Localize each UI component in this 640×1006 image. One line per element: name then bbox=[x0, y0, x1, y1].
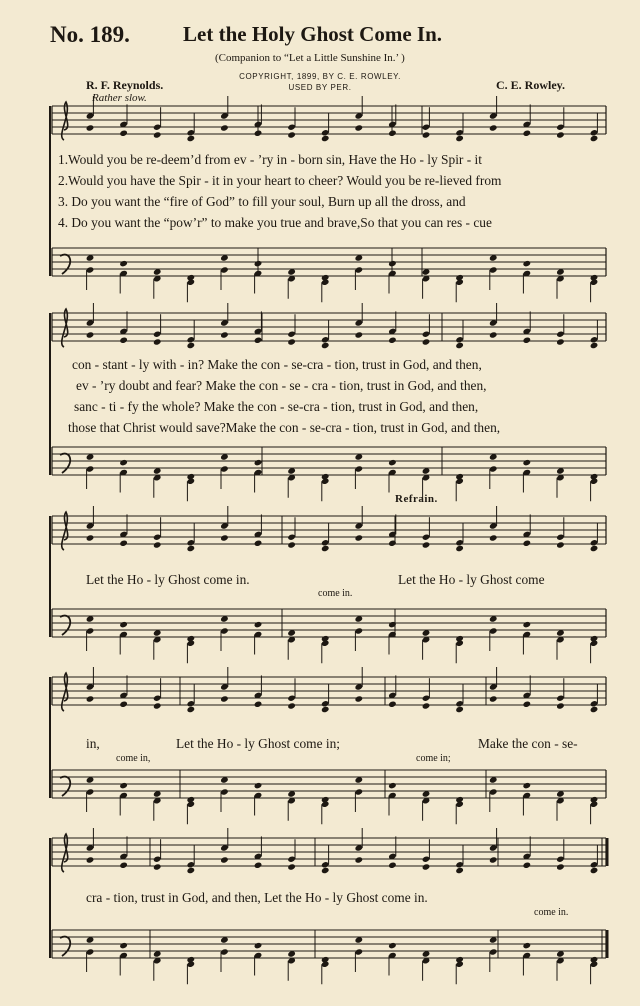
note-head bbox=[119, 540, 128, 547]
note-head bbox=[455, 867, 464, 874]
note-head bbox=[422, 863, 431, 870]
note-head bbox=[321, 706, 330, 713]
note-head bbox=[119, 260, 128, 267]
note-head bbox=[153, 863, 162, 870]
note-head bbox=[523, 130, 532, 137]
note-head bbox=[287, 131, 296, 138]
hymn-title: Let the Holy Ghost Come In. bbox=[183, 22, 442, 46]
note-head bbox=[220, 124, 229, 131]
note-head bbox=[523, 540, 532, 547]
note-head bbox=[455, 706, 464, 713]
composer: C. E. Rowley. bbox=[496, 78, 565, 92]
note-head bbox=[590, 545, 599, 552]
verse-1-line-b: con - stant - ly with - in? Make the con - se-cra - tion, trust in God, and then, bbox=[72, 357, 482, 372]
note-head bbox=[86, 534, 95, 541]
note-head bbox=[422, 338, 431, 345]
bass-echo: come in, bbox=[116, 753, 151, 764]
note-head bbox=[287, 541, 296, 548]
note-head bbox=[388, 459, 397, 466]
note-head bbox=[287, 863, 296, 870]
note-head bbox=[455, 342, 464, 349]
note-head bbox=[523, 862, 532, 869]
note-head bbox=[287, 702, 296, 709]
hymn-subtitle: (Companion to “Let a Little Sunshine In.’ ) bbox=[215, 52, 405, 64]
note-head bbox=[556, 338, 565, 345]
copyright-line: COPYRIGHT, 1899, BY C. E. ROWLEY. bbox=[239, 72, 401, 81]
note-head bbox=[321, 135, 330, 142]
note-head bbox=[220, 695, 229, 702]
note-head bbox=[388, 782, 397, 789]
note-head bbox=[355, 695, 364, 702]
note-head bbox=[119, 337, 128, 344]
note-head bbox=[590, 867, 599, 874]
note-head bbox=[388, 701, 397, 708]
note-head bbox=[220, 856, 229, 863]
bass-clef bbox=[60, 454, 70, 473]
note-head bbox=[355, 124, 364, 131]
note-head bbox=[556, 702, 565, 709]
note-head bbox=[254, 130, 263, 137]
note-head bbox=[355, 331, 364, 338]
note-head bbox=[187, 545, 196, 552]
note-head bbox=[422, 131, 431, 138]
note-head bbox=[556, 131, 565, 138]
note-head bbox=[321, 545, 330, 552]
note-head bbox=[455, 545, 464, 552]
verse-3-line-b: sanc - ti - fy the whole? Make the con - se-cra - tion, trust in God, and then, bbox=[74, 399, 479, 414]
note-head bbox=[86, 331, 95, 338]
note-head bbox=[590, 706, 599, 713]
note-head bbox=[86, 856, 95, 863]
note-head bbox=[119, 459, 128, 466]
refrain-lyric-2b: Let the Ho - ly Ghost come in; bbox=[176, 736, 341, 751]
note-head bbox=[321, 342, 330, 349]
note-head bbox=[355, 534, 364, 541]
note-head bbox=[422, 702, 431, 709]
note-head bbox=[187, 867, 196, 874]
note-head bbox=[187, 342, 196, 349]
note-head bbox=[119, 621, 128, 628]
bass-clef bbox=[60, 777, 70, 796]
note-head bbox=[254, 782, 263, 789]
hymn-number: No. 189. bbox=[50, 22, 130, 47]
note-head bbox=[590, 342, 599, 349]
note-head bbox=[388, 260, 397, 267]
note-head bbox=[523, 260, 532, 267]
note-head bbox=[254, 459, 263, 466]
note-head bbox=[254, 862, 263, 869]
note-head bbox=[254, 701, 263, 708]
bass-clef bbox=[60, 937, 70, 956]
note-head bbox=[254, 337, 263, 344]
note-head bbox=[119, 942, 128, 949]
note-head bbox=[590, 135, 599, 142]
bass-echo: come in. bbox=[318, 588, 353, 599]
tempo-marking: Rather slow. bbox=[92, 92, 147, 104]
bass-echo: come in; bbox=[416, 753, 451, 764]
note-head bbox=[86, 124, 95, 131]
note-head bbox=[388, 862, 397, 869]
lyricist: R. F. Reynolds. bbox=[86, 78, 164, 92]
note-head bbox=[455, 135, 464, 142]
note-head bbox=[119, 782, 128, 789]
note-head bbox=[153, 702, 162, 709]
note-head bbox=[187, 135, 196, 142]
note-head bbox=[355, 856, 364, 863]
note-head bbox=[422, 541, 431, 548]
note-head bbox=[254, 942, 263, 949]
note-head bbox=[489, 856, 498, 863]
note-head bbox=[388, 130, 397, 137]
refrain-lyric-2c: Make the con - se- bbox=[478, 736, 578, 751]
note-head bbox=[187, 706, 196, 713]
note-head bbox=[523, 337, 532, 344]
refrain-lyric-1a: Let the Ho - ly Ghost come in. bbox=[86, 572, 250, 587]
note-head bbox=[220, 331, 229, 338]
note-head bbox=[388, 337, 397, 344]
note-head bbox=[489, 331, 498, 338]
note-head bbox=[523, 942, 532, 949]
bass-clef bbox=[60, 616, 70, 635]
bass-echo: come in. bbox=[534, 907, 569, 918]
note-head bbox=[153, 131, 162, 138]
refrain-lyric-2a: in, bbox=[86, 736, 100, 751]
note-head bbox=[523, 621, 532, 628]
note-head bbox=[489, 695, 498, 702]
note-head bbox=[556, 541, 565, 548]
verse-1-line-a: 1.Would you be re-deem’d from ev - ’ry in - born sin, Have the Ho - ly Spir - it bbox=[58, 152, 482, 167]
note-head bbox=[119, 130, 128, 137]
note-head bbox=[220, 534, 229, 541]
note-head bbox=[153, 541, 162, 548]
verse-2-line-b: ev - ’ry doubt and fear? Make the con - se - cra - tion, trust in God, and then, bbox=[76, 378, 487, 393]
note-head bbox=[86, 695, 95, 702]
refrain-lyric-3: cra - tion, trust in God, and then, Let the Ho - ly Ghost come in. bbox=[86, 890, 428, 905]
note-head bbox=[489, 124, 498, 131]
note-head bbox=[388, 942, 397, 949]
note-head bbox=[287, 338, 296, 345]
note-head bbox=[321, 867, 330, 874]
permission-line: USED BY PER. bbox=[288, 83, 352, 92]
note-head bbox=[119, 862, 128, 869]
note-head bbox=[254, 260, 263, 267]
bass-clef bbox=[60, 255, 70, 274]
note-head bbox=[556, 863, 565, 870]
note-head bbox=[523, 782, 532, 789]
refrain-lyric-1b: Let the Ho - ly Ghost come bbox=[398, 572, 545, 587]
refrain-label: Refrain. bbox=[395, 493, 438, 505]
note-head bbox=[523, 701, 532, 708]
note-head bbox=[254, 621, 263, 628]
note-head bbox=[523, 459, 532, 466]
verse-3-line-a: 3. Do you want the “fire of God” to fill your soul, Burn up all the dross, and bbox=[58, 194, 466, 209]
note-head bbox=[489, 534, 498, 541]
note-head bbox=[119, 701, 128, 708]
verse-2-line-a: 2.Would you have the Spir - it in your heart to cheer? Would you be re-lieved from bbox=[58, 173, 502, 188]
note-head bbox=[254, 540, 263, 547]
verse-4-line-b: those that Christ would save?Make the con - se-cra - tion, trust in God, and then, bbox=[68, 420, 501, 435]
verse-4-line-a: 4. Do you want the “pow’r” to make you true and brave,So that you can res - cue bbox=[58, 215, 492, 230]
note-head bbox=[153, 338, 162, 345]
